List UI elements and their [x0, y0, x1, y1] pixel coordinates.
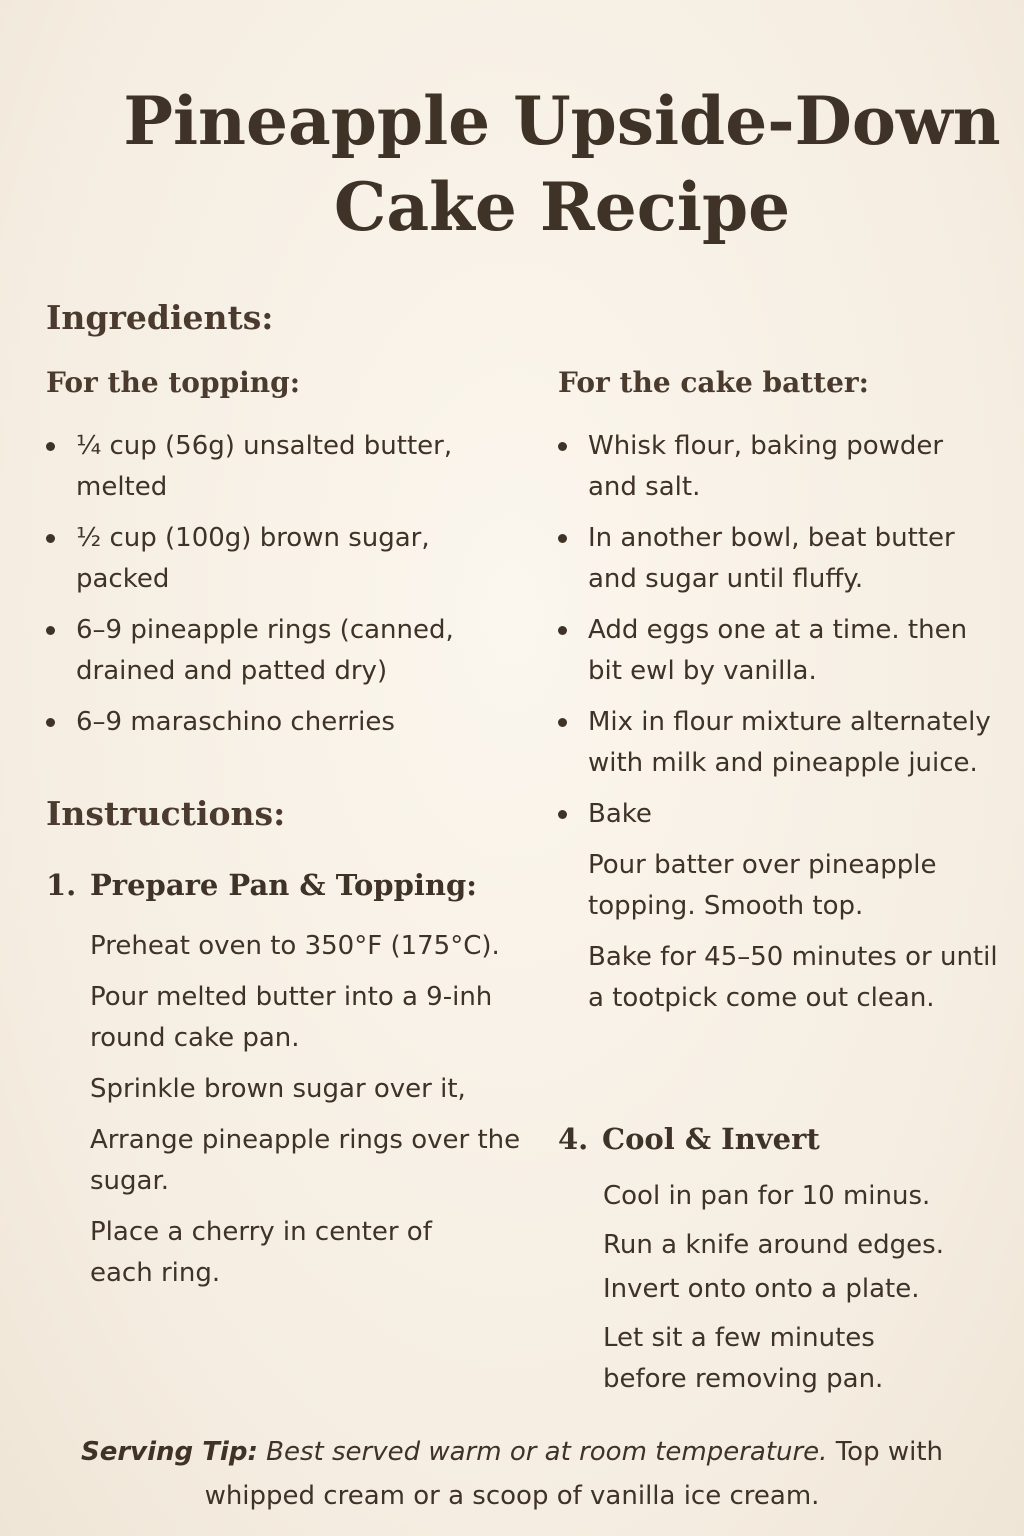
bake-details	[558, 845, 998, 1019]
step-4-body	[603, 1176, 1003, 1410]
list-item-text: Whisk flour, baking powder and salt.	[588, 431, 944, 502]
recipe-title	[0, 78, 1024, 250]
serving-tip-text: Top with whipped cream or a scoop of vanilla ice cream.	[204, 1437, 944, 1511]
step-4-number: 4.	[558, 1122, 589, 1156]
list-item-text: Bake	[588, 799, 652, 829]
bullet-icon	[558, 442, 567, 451]
batter-heading: For the cake batter:	[558, 366, 870, 399]
list-item	[558, 426, 998, 508]
list-item	[558, 702, 998, 784]
recipe-title-line-1: Pineapple Upside-Down	[123, 82, 1001, 160]
bullet-icon	[558, 626, 567, 635]
step-1-line: Arrange pineapple rings over the sugar.	[90, 1125, 521, 1196]
step-4-title: Cool & Invert	[602, 1122, 820, 1156]
recipe-title-line-2: Cake Recipe	[333, 168, 791, 246]
list-item-text: ¼ cup (56g) unsalted butter, melted	[76, 431, 453, 502]
step-1-body	[90, 926, 530, 1304]
bullet-icon	[558, 534, 567, 543]
step-4-heading	[558, 1122, 820, 1156]
step-1-line: Sprinkle brown sugar over it,	[90, 1074, 466, 1104]
step-1-line: Preheat oven to 350°F (175°C).	[90, 931, 500, 961]
list-item	[558, 794, 998, 835]
list-item-text: In another bowl, beat butter and sugar until fluffy.	[588, 523, 955, 594]
step-1-line: Pour melted butter into a 9-inh round cake pan.	[90, 982, 493, 1053]
step-1-line: Place a cherry in center of each ring.	[90, 1217, 432, 1288]
step-1-title: Prepare Pan & Topping:	[90, 868, 477, 902]
topping-heading: For the topping:	[46, 366, 301, 399]
bullet-icon	[46, 626, 55, 635]
bullet-icon	[558, 718, 567, 727]
instructions-heading: Instructions:	[46, 794, 286, 833]
batter-list	[558, 426, 998, 835]
list-item-text: Add eggs one at a time. then bit ewl by vanilla.	[588, 615, 968, 686]
bullet-icon	[46, 534, 55, 543]
list-item	[46, 610, 526, 692]
bullet-icon	[46, 442, 55, 451]
step-1-number: 1.	[46, 868, 77, 902]
step-4-line: Let sit a few minutes before removing pan.	[603, 1323, 884, 1394]
step-4-line: Run a knife around edges.	[603, 1230, 944, 1260]
batter-section	[558, 426, 998, 1029]
list-item-text: ½ cup (100g) brown sugar, packed	[76, 523, 430, 594]
list-item-text: 6–9 pineapple rings (canned, drained and patted dry)	[76, 615, 454, 686]
step-4-line: Cool in pan for 10 minus.	[603, 1181, 931, 1211]
list-item	[46, 702, 526, 743]
bullet-icon	[558, 810, 567, 819]
bullet-icon	[46, 718, 55, 727]
step-1-heading	[46, 868, 477, 902]
step-4-line: Invert onto onto a plate.	[603, 1274, 920, 1304]
list-item-text: 6–9 maraschino cherries	[76, 707, 395, 737]
bake-line: Pour batter over pineapple topping. Smooth top.	[588, 850, 937, 921]
ingredients-heading: Ingredients:	[46, 298, 274, 337]
list-item	[46, 518, 526, 600]
bake-line: Bake for 45–50 minutes or until a tootpick come out clean.	[588, 942, 998, 1013]
serving-tip-italic: Best served warm or at room temperature.	[266, 1437, 828, 1467]
list-item	[558, 518, 998, 600]
list-item-text: Mix in flour mixture alternately with milk and pineapple juice.	[588, 707, 991, 778]
serving-tip	[40, 1430, 984, 1518]
list-item	[558, 610, 998, 692]
serving-tip-label: Serving Tip:	[80, 1437, 258, 1467]
topping-section	[46, 426, 526, 753]
list-item	[46, 426, 526, 508]
topping-list	[46, 426, 526, 743]
